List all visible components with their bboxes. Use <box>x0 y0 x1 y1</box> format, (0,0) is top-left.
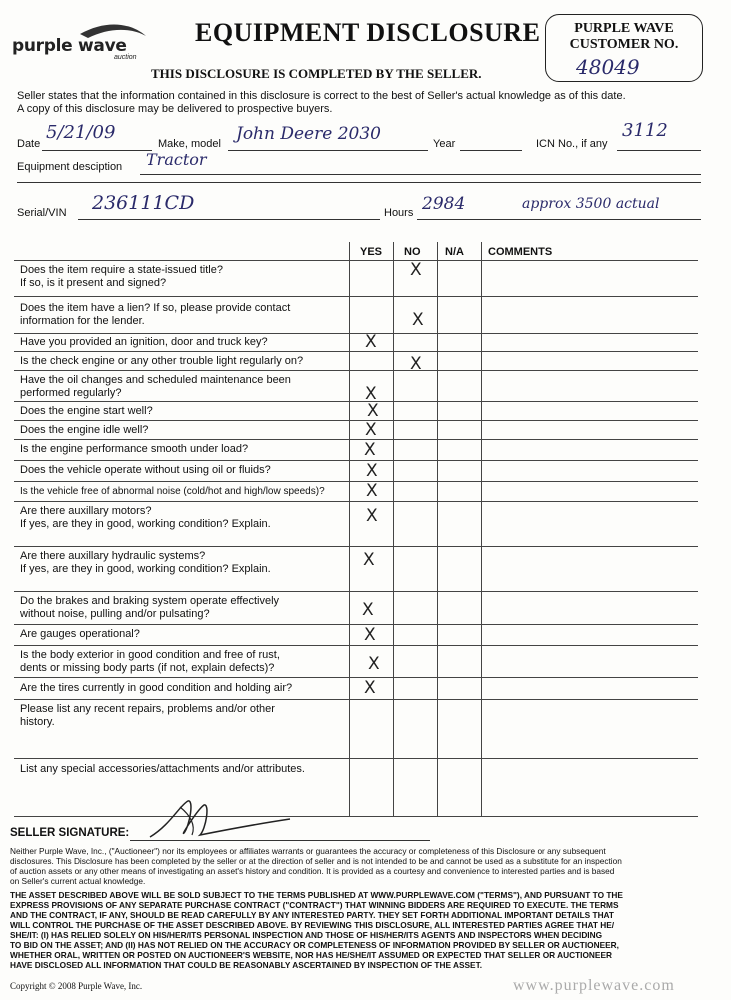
legal-line-6: TO BID ON THE ASSET; AND (II) HAS NOT RELIED ON THE ACCURACY OR COMPLETENESS OF INFORMATION PROVIDED BY SELLER OR AUCTIONEER, <box>10 940 619 950</box>
customer-number-value[interactable]: 48049 <box>576 55 640 79</box>
question-4: Is the check engine or any other trouble light regularly on? <box>20 355 304 367</box>
date-label: Date <box>17 138 41 150</box>
col-yes-header: YES <box>360 246 383 258</box>
legal-line-5: SHE/IT: (I) HAS RELIED SOLELY ON HIS/HER/ITS PERSONAL INSPECTION AND THOSE OF HIS/HER/ITS AGENTS AND INSPECTORS WHEN DECIDING <box>10 930 603 940</box>
table-hline <box>14 591 698 592</box>
year-label: Year <box>433 138 456 150</box>
question-1: Does the item require a state-issued title? <box>20 264 223 276</box>
table-hline <box>14 460 698 461</box>
hours-note: approx 3500 actual <box>522 196 660 212</box>
logo-sub: auction <box>114 54 137 61</box>
table-hline <box>14 758 698 759</box>
page-title: EQUIPMENT DISCLOSURE <box>195 18 541 47</box>
question-12: Are there auxillary hydraulic systems? <box>20 550 206 562</box>
question-5: Have the oil changes and scheduled maintenance been <box>20 374 291 386</box>
question-18: List any special accessories/attachments and/or attributes. <box>20 763 305 775</box>
description-field-line-2[interactable] <box>17 182 701 183</box>
question-17: Please list any recent repairs, problems and/or other <box>20 703 275 715</box>
hours-value: 2984 <box>422 194 466 214</box>
yes-checkmark[interactable]: X <box>368 654 380 674</box>
yes-checkmark[interactable]: X <box>363 550 375 570</box>
intro-line-1: Seller states that the information contained in this disclosure is correct to the best of Seller's actual knowledge as of this date. <box>17 90 626 102</box>
logo-name: purple wave <box>12 36 127 56</box>
col-no-header: NO <box>404 246 421 258</box>
customer-box-label-1: PURPLE WAVE <box>574 21 674 36</box>
no-checkmark[interactable]: X <box>410 354 422 374</box>
customer-box <box>545 14 703 82</box>
question-9: Does the vehicle operate without using oil or fluids? <box>20 464 271 476</box>
make-value: John Deere 2030 <box>236 124 381 144</box>
table-hline <box>14 501 698 502</box>
question-11: Are there auxillary motors? <box>20 505 152 517</box>
question-11b: If yes, are they in good, working condition? Explain. <box>20 518 271 530</box>
no-checkmark[interactable]: X <box>410 260 422 280</box>
legal-line-2: EXPRESS PROVISIONS OF ANY SEPARATE PURCHASE CONTRACT ("CONTRACT") THAT WINNING BIDDERS ARE REQUIRED TO EXECUTE. THE TERMS <box>10 900 619 910</box>
question-14: Are gauges operational? <box>20 628 140 640</box>
question-16: Are the tires currently in good condition and holding air? <box>20 682 293 694</box>
table-hline <box>14 699 698 700</box>
icn-label: ICN No., if any <box>536 138 608 150</box>
question-12b: If yes, are they in good, working condition? Explain. <box>20 563 271 575</box>
page-subtitle: THIS DISCLOSURE IS COMPLETED BY THE SELLER. <box>151 66 482 81</box>
question-1b: If so, is it present and signed? <box>20 277 167 289</box>
question-7: Does the engine idle well? <box>20 424 149 436</box>
table-hline <box>14 481 698 482</box>
legal-line-3: AND THE CONTRACT, IF ANY, SHOULD BE READ CAREFULLY BY ANY INTERESTED PARTY. THEY SET FORTH ADDITIONAL IMPORTANT DETAILS THAT <box>10 910 615 920</box>
col-na-header: N/A <box>445 246 464 258</box>
question-17b: history. <box>20 716 55 728</box>
yes-checkmark[interactable]: X <box>364 440 376 460</box>
date-value: 5/21/09 <box>46 122 116 143</box>
question-15: Is the body exterior in good condition and free of rust, <box>20 649 280 661</box>
year-field[interactable] <box>460 136 522 151</box>
table-hline <box>14 333 698 334</box>
question-2: Does the item have a lien? If so, please provide contact <box>20 302 291 314</box>
description-field[interactable] <box>140 160 701 175</box>
question-10: Is the vehicle free of abnormal noise (cold/hot and high/low speeds)? <box>20 486 325 497</box>
table-vline <box>481 242 482 816</box>
no-checkmark[interactable]: X <box>412 310 424 330</box>
legal-line-1: THE ASSET DESCRIBED ABOVE WILL BE SOLD SUBJECT TO THE TERMS PUBLISHED AT WWW.PURPLEWAVE.COM ("TERMS"), AND PURSUANT TO THE <box>10 890 623 900</box>
yes-checkmark[interactable]: X <box>365 420 377 440</box>
disclaimer-line-2: disclosures. This Disclosure has been completed by the seller or at the direction of seller and is not intended to be and cannot be used as a substitute for an inspection <box>10 856 622 866</box>
legal-line-7: WHETHER ORAL, WRITTEN OR POSTED ON AUCTIONEER'S WEBSITE, NOR HAS HE/SHE/IT ASSUMED OR EXPECTED THAT SELLER OR AUCTIONEER <box>10 950 612 960</box>
hours-label: Hours <box>384 207 414 219</box>
table-vline <box>393 242 394 816</box>
legal-line-4: WILL CONTROL THE PURCHASE OF THE ASSET DESCRIBED ABOVE. BY REVIEWING THIS DISCLOSURE, ALL INTERESTED PARTIES AGREE THAT HE/ <box>10 920 615 930</box>
table-hline <box>14 401 698 402</box>
question-6: Does the engine start well? <box>20 405 153 417</box>
yes-checkmark[interactable]: X <box>366 481 378 501</box>
legal-line-8: HAVE DISCLOSED ALL INFORMATION THAT COULD BE REASONABLY ASCERTAINED BY INSPECTION OF THE ASSET. <box>10 960 483 970</box>
table-hline <box>14 439 698 440</box>
table-hline <box>14 816 698 817</box>
logo <box>10 18 150 62</box>
table-hline <box>14 546 698 547</box>
yes-checkmark[interactable]: X <box>365 384 377 404</box>
disclaimer-line-1: Neither Purple Wave, Inc., ("Auctioneer") nor its employees or affiliates warrants or guarantees the accuracy or completeness of this Disclosure or any subsequent <box>10 846 606 856</box>
description-value: Tractor <box>146 150 207 169</box>
yes-checkmark[interactable]: X <box>366 506 378 526</box>
question-2b: information for the lender. <box>20 315 145 327</box>
yes-checkmark[interactable]: X <box>366 461 378 481</box>
question-8: Is the engine performance smooth under load? <box>20 443 249 455</box>
col-comments-header: COMMENTS <box>488 246 553 258</box>
make-label: Make, model <box>158 138 221 150</box>
question-13: Do the brakes and braking system operate effectively <box>20 595 280 607</box>
question-3: Have you provided an ignition, door and truck key? <box>20 336 268 348</box>
table-hline <box>14 677 698 678</box>
signature-label: SELLER SIGNATURE: <box>10 827 130 839</box>
table-hline <box>14 624 698 625</box>
description-label: Equipment desciption <box>17 161 123 173</box>
serial-label: Serial/VIN <box>17 207 67 219</box>
website-link[interactable]: www.purplewave.com <box>513 977 675 994</box>
icn-value: 3112 <box>622 120 668 141</box>
table-hline <box>14 296 698 297</box>
disclaimer-line-3: of auction assets or any other means of investigating an asset's history and condition. It is provided as a courtesy and convenience to interested parties and is based <box>10 866 615 876</box>
question-13b: without noise, pulling and/or pulsating? <box>20 608 210 620</box>
customer-box-label-2: CUSTOMER NO. <box>569 37 679 52</box>
serial-value: 236111CD <box>92 192 195 214</box>
table-hline <box>14 351 698 352</box>
signature-scribble-icon <box>140 795 300 845</box>
disclaimer-line-4: on Seller's current actual knowledge. <box>10 876 146 886</box>
table-hline <box>14 260 698 261</box>
table-vline <box>349 242 350 816</box>
question-5b: performed regularly? <box>20 387 122 399</box>
yes-checkmark[interactable]: X <box>362 600 374 620</box>
table-hline <box>14 370 698 371</box>
table-hline <box>14 645 698 646</box>
copyright: Copyright © 2008 Purple Wave, Inc. <box>10 981 143 991</box>
yes-checkmark[interactable]: X <box>365 332 377 352</box>
table-vline <box>437 242 438 816</box>
intro-line-2: A copy of this disclosure may be delivered to prospective buyers. <box>17 103 333 115</box>
table-hline <box>14 420 698 421</box>
yes-checkmark[interactable]: X <box>364 625 376 645</box>
yes-checkmark[interactable]: X <box>364 678 376 698</box>
yes-checkmark[interactable]: X <box>367 401 379 421</box>
question-15b: dents or missing body parts (if not, explain defects)? <box>20 662 275 674</box>
